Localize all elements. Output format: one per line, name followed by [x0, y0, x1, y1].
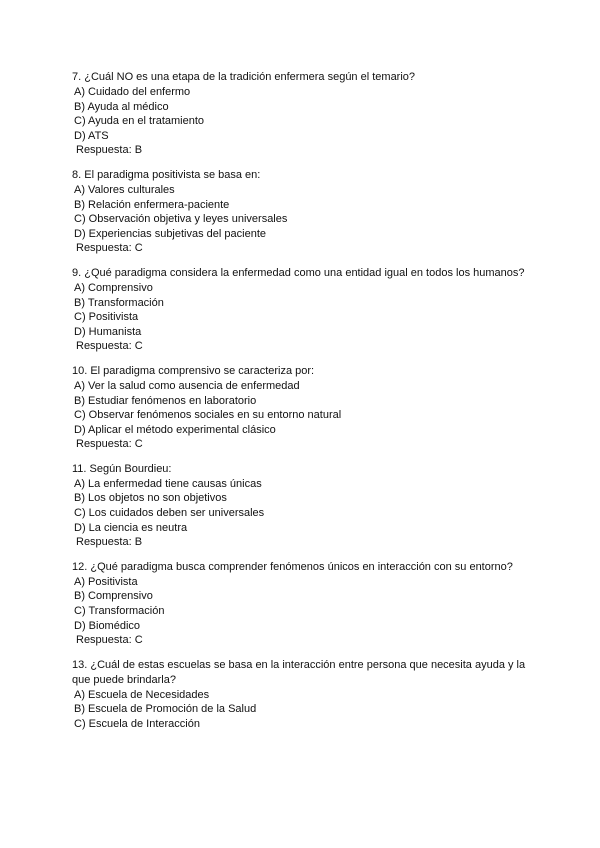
question-text: 13. ¿Cuál de estas escuelas se basa en la interacción entre persona que necesita ayuda y la que puede brindarla?: [72, 658, 526, 686]
question-7: [72, 70, 542, 158]
option-a: A) Cuidado del enfermo: [74, 86, 191, 98]
question-9: [72, 266, 542, 354]
answer-text: Respuesta: C: [76, 634, 143, 647]
option-d: D) Humanista: [74, 325, 142, 338]
answer-text: Respuesta: B: [76, 144, 143, 157]
question-10: [72, 364, 542, 452]
answer-text: Respuesta: C: [76, 340, 143, 353]
option-b: B) Los objetos no son objetivos: [74, 492, 227, 505]
option-a: A) Valores culturales: [74, 183, 175, 196]
question-text: 11. Según Bourdieu:: [72, 462, 172, 475]
option-a: A) Ver la salud como ausencia de enfermedad: [74, 379, 300, 392]
option-b: B) Estudiar fenómenos en laboratorio: [74, 394, 257, 407]
option-b: B) Ayuda al médico: [74, 100, 169, 113]
answer-text: Respuesta: B: [76, 536, 143, 549]
option-b: B) Relación enfermera-paciente: [74, 198, 230, 211]
answer-text: Respuesta: C: [76, 242, 143, 255]
option-c: C) Observación objetiva y leyes universales: [74, 213, 288, 226]
question-12: [72, 560, 542, 648]
option-b: B) Comprensivo: [74, 590, 153, 603]
option-b: B) Transformación: [74, 296, 164, 309]
question-11: [72, 462, 542, 550]
option-d: D) Aplicar el método experimental clásico: [74, 423, 276, 436]
option-a: A) La enfermedad tiene causas únicas: [74, 477, 262, 490]
option-b: B) Escuela de Promoción de la Salud: [74, 703, 257, 716]
option-d: D) Biomédico: [74, 619, 141, 632]
option-c: C) Positivista: [74, 311, 139, 324]
question-text: 8. El paradigma positivista se basa en:: [72, 168, 261, 181]
option-a: A) Positivista: [74, 575, 138, 588]
question-8: [72, 168, 542, 256]
question-text: 12. ¿Qué paradigma busca comprender fenómenos únicos en interacción con su entorno?: [72, 560, 513, 573]
document-page: [72, 70, 542, 742]
option-c: C) Transformación: [74, 605, 165, 618]
question-text: 7. ¿Cuál NO es una etapa de la tradición enfermera según el temario?: [72, 71, 416, 83]
answer-text: Respuesta: C: [76, 438, 143, 451]
question-text: 10. El paradigma comprensivo se caracteriza por:: [72, 364, 315, 377]
option-c: C) Escuela de Interacción: [74, 718, 200, 730]
option-c: C) Los cuidados deben ser universales: [74, 507, 265, 520]
option-d: D) ATS: [74, 129, 109, 142]
question-text: 9. ¿Qué paradigma considera la enfermedad como una entidad igual en todos los humanos?: [72, 266, 525, 279]
option-a: A) Comprensivo: [74, 281, 153, 294]
option-d: D) Experiencias subjetivas del paciente: [74, 227, 266, 240]
option-a: A) Escuela de Necesidades: [74, 688, 210, 701]
option-c: C) Observar fenómenos sociales en su entorno natural: [74, 409, 342, 422]
option-d: D) La ciencia es neutra: [74, 521, 188, 534]
option-c: C) Ayuda en el tratamiento: [74, 115, 205, 128]
question-13: [72, 658, 542, 732]
